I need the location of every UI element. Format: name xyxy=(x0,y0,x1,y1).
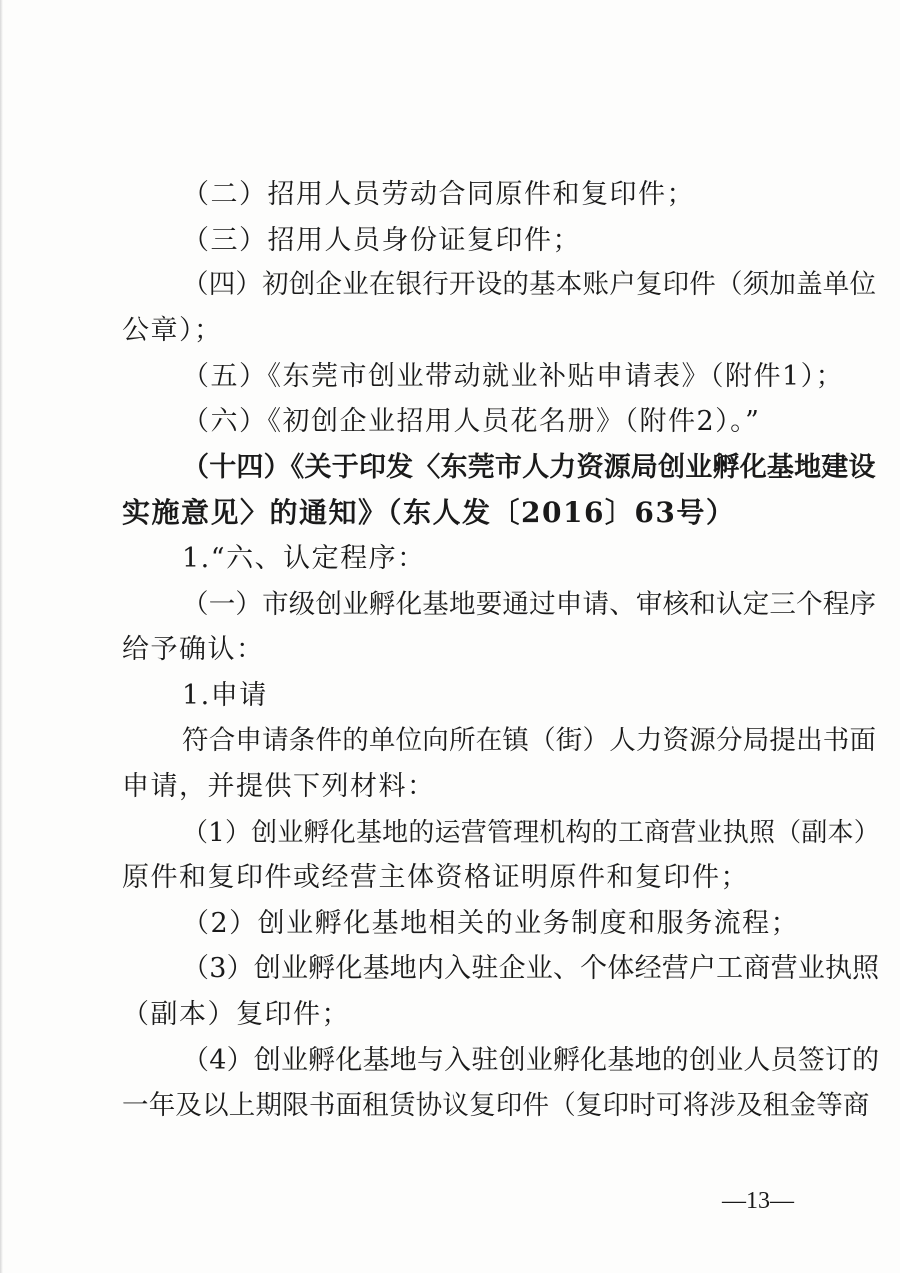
paragraph-line: （3）创业孵化基地内入驻企业、个体经营户工商营业执照 xyxy=(182,953,880,984)
paragraph-line: （三）招用人员身份证复印件； xyxy=(182,225,581,256)
paragraph-line: 1.“六、认定程序： xyxy=(182,543,426,574)
paragraph-line: 给予确认： xyxy=(122,634,265,665)
paragraph-line: （五）《东莞市创业带动就业补贴申请表》（附件1）； xyxy=(182,361,845,392)
paragraph-line: 申请，并提供下列材料： xyxy=(122,771,436,802)
scan-edge-shadow xyxy=(0,0,3,1273)
section-heading-line: 实施意见〉的通知》（东人发〔2016〕63号） xyxy=(122,496,736,529)
paragraph-line: 公章）； xyxy=(122,315,223,346)
paragraph-line: （六）《初创企业招用人员花名册》（附件2）。” xyxy=(182,406,761,437)
paragraph-line: （四）初创企业在银行开设的基本账户复印件（须加盖单位 xyxy=(182,269,877,300)
paragraph-line: （二）招用人员劳动合同原件和复印件； xyxy=(182,179,695,210)
paragraph-line: （4）创业孵化基地与入驻创业孵化基地的创业人员签订的 xyxy=(182,1045,880,1076)
paragraph-line: （1）创业孵化基地的运营管理机构的工商营业执照（副本） xyxy=(182,818,880,848)
section-heading-line: （十四）《关于印发〈东莞市人力资源局创业孵化基地建设 xyxy=(182,452,876,483)
page-number: —13— xyxy=(722,1188,794,1214)
paragraph-line: （一）市级创业孵化基地要通过申请、审核和认定三个程序 xyxy=(182,589,877,620)
paragraph-line: 1.申请 xyxy=(182,680,268,711)
paragraph-line: （副本）复印件； xyxy=(122,999,350,1030)
paragraph-line: 一年及以上期限书面租赁协议复印件（复印时可将涉及租金等商 xyxy=(122,1090,870,1121)
paragraph-line: 符合申请条件的单位向所在镇（街）人力资源分局提出书面 xyxy=(182,725,877,756)
paragraph-line: 原件和复印件或经营主体资格证明原件和复印件； xyxy=(122,862,749,893)
paragraph-line: （2）创业孵化基地相关的业务制度和服务流程； xyxy=(182,908,800,939)
